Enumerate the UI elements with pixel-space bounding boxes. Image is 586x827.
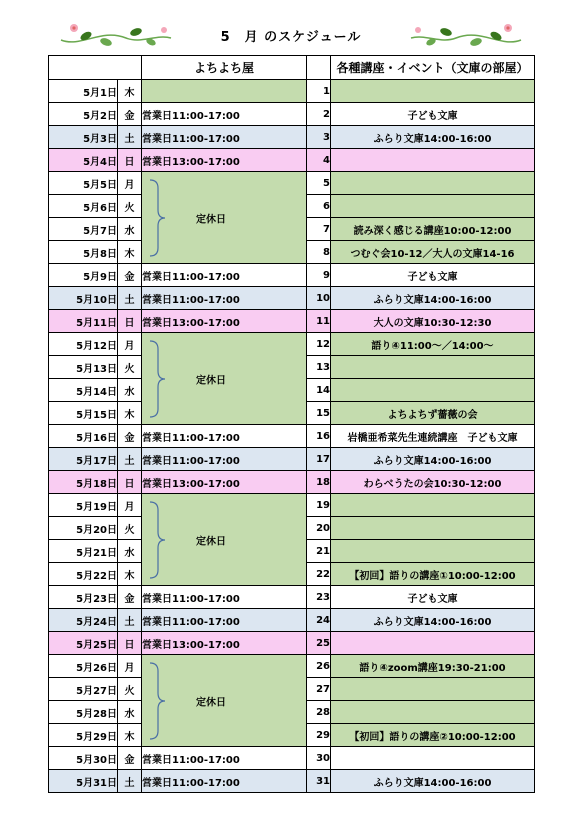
curly-brace-icon — [146, 661, 166, 741]
date-cell: 5月11日 — [49, 310, 118, 333]
weekday-cell: 金 — [118, 586, 142, 609]
date-cell: 5月15日 — [49, 402, 118, 425]
weekday-cell: 火 — [118, 678, 142, 701]
event-cell: ふらり文庫14:00-16:00 — [331, 287, 535, 310]
day-number-cell: 1 — [307, 80, 331, 103]
event-cell: わらべうたの会10:30-12:00 — [331, 471, 535, 494]
date-cell: 5月31日 — [49, 770, 118, 793]
date-cell: 5月5日 — [49, 172, 118, 195]
day-number-cell: 22 — [307, 563, 331, 586]
hours-cell: 営業日13:00-17:00 — [142, 632, 307, 655]
day-number-cell: 26 — [307, 655, 331, 678]
event-cell: 子ども文庫 — [331, 264, 535, 287]
day-number-cell: 4 — [307, 149, 331, 172]
weekday-cell: 水 — [118, 218, 142, 241]
date-cell: 5月9日 — [49, 264, 118, 287]
curly-brace-icon — [146, 339, 166, 419]
event-cell: 子ども文庫 — [331, 103, 535, 126]
closed-day-label: 定休日 — [196, 536, 226, 547]
closed-days-cell — [142, 655, 307, 747]
day-number-cell: 3 — [307, 126, 331, 149]
event-cell — [331, 379, 535, 402]
curly-brace-icon — [146, 500, 166, 580]
event-cell — [331, 517, 535, 540]
hours-cell: 営業日13:00-17:00 — [142, 149, 307, 172]
weekday-cell: 土 — [118, 448, 142, 471]
date-cell: 5月25日 — [49, 632, 118, 655]
day-number-cell: 30 — [307, 747, 331, 770]
weekday-cell: 水 — [118, 379, 142, 402]
weekday-cell: 金 — [118, 425, 142, 448]
day-number-cell: 25 — [307, 632, 331, 655]
table-row — [49, 172, 535, 195]
date-cell: 5月27日 — [49, 678, 118, 701]
event-cell: 語り④11:00～／14:00～ — [331, 333, 535, 356]
hours-cell: 営業日13:00-17:00 — [142, 310, 307, 333]
date-cell: 5月22日 — [49, 563, 118, 586]
weekday-cell: 木 — [118, 241, 142, 264]
date-cell: 5月30日 — [49, 747, 118, 770]
table-row — [49, 126, 535, 149]
date-cell: 5月21日 — [49, 540, 118, 563]
hours-cell: 営業日11:00-17:00 — [142, 126, 307, 149]
date-cell: 5月7日 — [49, 218, 118, 241]
page-title: 5 月 のスケジュール — [220, 30, 362, 45]
weekday-cell: 木 — [118, 80, 142, 103]
date-cell: 5月20日 — [49, 517, 118, 540]
closed-day-label: 定休日 — [196, 375, 226, 386]
hours-cell: 営業日11:00-17:00 — [142, 770, 307, 793]
date-cell: 5月4日 — [49, 149, 118, 172]
weekday-cell: 土 — [118, 287, 142, 310]
date-cell: 5月29日 — [49, 724, 118, 747]
date-cell: 5月24日 — [49, 609, 118, 632]
header-num — [307, 56, 331, 80]
day-number-cell: 10 — [307, 287, 331, 310]
date-cell: 5月3日 — [49, 126, 118, 149]
table-row — [49, 333, 535, 356]
weekday-cell: 木 — [118, 563, 142, 586]
weekday-cell: 火 — [118, 356, 142, 379]
date-cell: 5月26日 — [49, 655, 118, 678]
weekday-cell: 金 — [118, 747, 142, 770]
header-date — [49, 56, 142, 80]
event-cell: 【初回】語りの講座②10:00-12:00 — [331, 724, 535, 747]
event-cell: 【初回】語りの講座①10:00-12:00 — [331, 563, 535, 586]
hours-cell — [142, 80, 307, 103]
day-number-cell: 2 — [307, 103, 331, 126]
table-row — [49, 609, 535, 632]
day-number-cell: 29 — [307, 724, 331, 747]
weekday-cell: 月 — [118, 494, 142, 517]
weekday-cell: 金 — [118, 103, 142, 126]
event-cell: ふらり文庫14:00-16:00 — [331, 609, 535, 632]
day-number-cell: 8 — [307, 241, 331, 264]
day-number-cell: 17 — [307, 448, 331, 471]
day-number-cell: 19 — [307, 494, 331, 517]
date-cell: 5月28日 — [49, 701, 118, 724]
date-cell: 5月16日 — [49, 425, 118, 448]
table-row — [49, 632, 535, 655]
table-row — [49, 770, 535, 793]
date-cell: 5月1日 — [49, 80, 118, 103]
page-header — [48, 18, 534, 54]
event-cell — [331, 701, 535, 724]
closed-days-cell — [142, 333, 307, 425]
event-cell: 読み深く感じる講座10:00-12:00 — [331, 218, 535, 241]
event-cell: ふらり文庫14:00-16:00 — [331, 770, 535, 793]
day-number-cell: 13 — [307, 356, 331, 379]
header-events: 各種講座・イベント（文庫の部屋） — [331, 56, 535, 80]
weekday-cell: 日 — [118, 310, 142, 333]
day-number-cell: 6 — [307, 195, 331, 218]
event-cell — [331, 747, 535, 770]
table-row — [49, 103, 535, 126]
event-cell — [331, 494, 535, 517]
event-cell — [331, 632, 535, 655]
weekday-cell: 水 — [118, 701, 142, 724]
day-number-cell: 18 — [307, 471, 331, 494]
event-cell: よちよちず薔薇の会 — [331, 402, 535, 425]
weekday-cell: 月 — [118, 172, 142, 195]
date-cell: 5月8日 — [49, 241, 118, 264]
weekday-cell: 日 — [118, 471, 142, 494]
event-cell — [331, 149, 535, 172]
event-cell: 子ども文庫 — [331, 586, 535, 609]
day-number-cell: 21 — [307, 540, 331, 563]
date-cell: 5月19日 — [49, 494, 118, 517]
schedule-body — [49, 80, 535, 793]
weekday-cell: 月 — [118, 655, 142, 678]
closed-days-cell — [142, 494, 307, 586]
event-cell: ふらり文庫14:00-16:00 — [331, 126, 535, 149]
weekday-cell: 土 — [118, 126, 142, 149]
weekday-cell: 日 — [118, 632, 142, 655]
table-row — [49, 655, 535, 678]
event-cell: 岩橋亜希菜先生連続講座 子ども文庫 — [331, 425, 535, 448]
hours-cell: 営業日11:00-17:00 — [142, 264, 307, 287]
hours-cell: 営業日11:00-17:00 — [142, 287, 307, 310]
day-number-cell: 24 — [307, 609, 331, 632]
weekday-cell: 木 — [118, 724, 142, 747]
curly-brace-icon — [146, 178, 166, 258]
day-number-cell: 11 — [307, 310, 331, 333]
day-number-cell: 27 — [307, 678, 331, 701]
schedule-table — [48, 55, 535, 793]
table-row — [49, 287, 535, 310]
day-number-cell: 15 — [307, 402, 331, 425]
weekday-cell: 金 — [118, 264, 142, 287]
date-cell: 5月18日 — [49, 471, 118, 494]
event-cell: つむぐ会10-12／大人の文庫14-16 — [331, 241, 535, 264]
table-row — [49, 149, 535, 172]
date-cell: 5月2日 — [49, 103, 118, 126]
event-cell: 語り④zoom講座19:30-21:00 — [331, 655, 535, 678]
event-cell — [331, 172, 535, 195]
closed-days-cell — [142, 172, 307, 264]
day-number-cell: 31 — [307, 770, 331, 793]
table-row — [49, 494, 535, 517]
event-cell — [331, 678, 535, 701]
day-number-cell: 9 — [307, 264, 331, 287]
table-header-row — [49, 56, 535, 80]
closed-day-label: 定休日 — [196, 697, 226, 708]
table-row — [49, 310, 535, 333]
day-number-cell: 16 — [307, 425, 331, 448]
weekday-cell: 火 — [118, 195, 142, 218]
table-row — [49, 80, 535, 103]
weekday-cell: 土 — [118, 770, 142, 793]
date-cell: 5月23日 — [49, 586, 118, 609]
weekday-cell: 火 — [118, 517, 142, 540]
flower-vine-ornament-icon — [406, 18, 526, 52]
day-number-cell: 28 — [307, 701, 331, 724]
hours-cell: 営業日11:00-17:00 — [142, 103, 307, 126]
event-cell: 大人の文庫10:30-12:30 — [331, 310, 535, 333]
date-cell: 5月10日 — [49, 287, 118, 310]
event-cell — [331, 195, 535, 218]
event-cell — [331, 356, 535, 379]
event-cell: ふらり文庫14:00-16:00 — [331, 448, 535, 471]
day-number-cell: 14 — [307, 379, 331, 402]
hours-cell: 営業日13:00-17:00 — [142, 471, 307, 494]
table-row — [49, 471, 535, 494]
date-cell: 5月17日 — [49, 448, 118, 471]
weekday-cell: 日 — [118, 149, 142, 172]
weekday-cell: 土 — [118, 609, 142, 632]
day-number-cell: 12 — [307, 333, 331, 356]
day-number-cell: 20 — [307, 517, 331, 540]
hours-cell: 営業日11:00-17:00 — [142, 609, 307, 632]
event-cell — [331, 80, 535, 103]
weekday-cell: 月 — [118, 333, 142, 356]
hours-cell: 営業日11:00-17:00 — [142, 448, 307, 471]
table-row — [49, 586, 535, 609]
table-row — [49, 264, 535, 287]
date-cell: 5月14日 — [49, 379, 118, 402]
hours-cell: 営業日11:00-17:00 — [142, 586, 307, 609]
day-number-cell: 5 — [307, 172, 331, 195]
weekday-cell: 水 — [118, 540, 142, 563]
header-yochiyochi: よちよち屋 — [142, 56, 307, 80]
closed-day-label: 定休日 — [196, 214, 226, 225]
date-cell: 5月12日 — [49, 333, 118, 356]
day-number-cell: 7 — [307, 218, 331, 241]
table-row — [49, 425, 535, 448]
date-cell: 5月13日 — [49, 356, 118, 379]
event-cell — [331, 540, 535, 563]
hours-cell: 営業日11:00-17:00 — [142, 425, 307, 448]
day-number-cell: 23 — [307, 586, 331, 609]
date-cell: 5月6日 — [49, 195, 118, 218]
hours-cell: 営業日11:00-17:00 — [142, 747, 307, 770]
table-row — [49, 747, 535, 770]
table-row — [49, 448, 535, 471]
weekday-cell: 木 — [118, 402, 142, 425]
